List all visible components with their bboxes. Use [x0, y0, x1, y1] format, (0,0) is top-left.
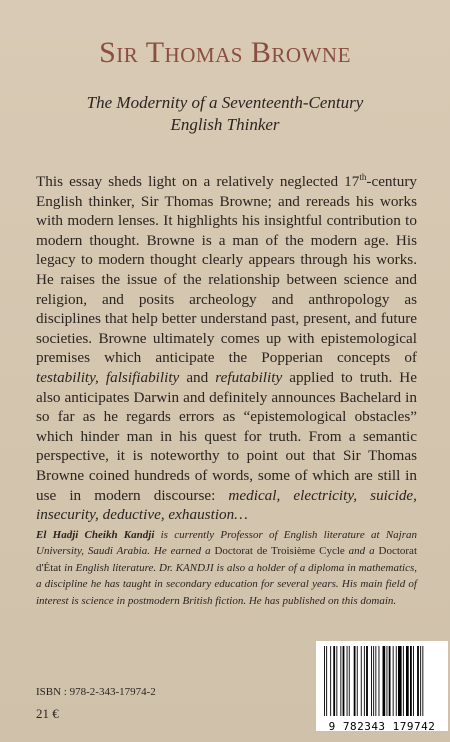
- book-subtitle: [0, 92, 450, 136]
- blurb-text-2: -century English thinker, Sir Thomas Browne; and rereads his works with modern lenses. It highlights his insightful contribution to modern thought. Browne is a man of the modern age. His legacy to modern thought clearly appears through his works. He raises the issue of the relationship between science and religion, and posits archeology and anthropology as disciplines that help better understand past, present, and future societies. Browne ultimately comes up with epistemological premises which anticipate the Popperian concepts of: [36, 173, 417, 367]
- blurb-emphasis-1: testability, falsifiability: [36, 368, 180, 386]
- blurb-emphasis-3: medical, electricity, suicide, insecurity, deductive, exhaustion…: [36, 486, 417, 524]
- bio-text-2: and a: [344, 545, 379, 558]
- bio-text-1: is currently Professor of English literature at Najran University, Saudi Arabia. He earned a: [36, 529, 417, 558]
- subtitle-line-2: English Thinker: [170, 115, 280, 134]
- barcode: [316, 641, 448, 731]
- blurb-emphasis-2: refutability: [215, 368, 283, 386]
- bio-degree-1: Doctorat de Troisième Cycle: [214, 545, 345, 558]
- author-name: El Hadji Cheikh Kandji: [36, 529, 155, 541]
- barcode-digits: 9 782343 179742: [328, 720, 436, 733]
- barcode-bars: [322, 646, 442, 718]
- price: 21 €: [36, 706, 59, 721]
- isbn: ISBN : 978-2-343-17974-2: [36, 686, 156, 698]
- book-title: Sir Thomas Browne: [99, 36, 351, 69]
- blurb-text-3: and: [179, 368, 216, 386]
- bio-text-3: in English literature. Dr. KANDJI is also a holder of a diploma in mathematics, a discipline he has taught in secondary education for several years. His main field of interest is science in postmodern British fiction. He has published on this domain.: [36, 561, 417, 607]
- blurb-paragraph: [36, 172, 417, 525]
- author-bio: [36, 527, 417, 609]
- blurb-text-4: applied to truth. He also anticipates Darwin and definitely announces Bachelard in so far as he regards errors as “epistemological obstacles” which hinder man in his quest for truth. From a semantic perspective, it is noteworthy to point out that Sir Thomas Browne coined hundreds of words, some of which are still in use in modern discourse:: [36, 368, 417, 504]
- subtitle-line-1: The Modernity of a Seventeenth-Century: [86, 93, 364, 112]
- bio-degree-2: Doctorat d'État: [36, 545, 417, 574]
- blurb-text-1: This essay sheds light on a relatively neglected 17: [36, 173, 360, 190]
- blurb-superscript: th: [359, 171, 367, 182]
